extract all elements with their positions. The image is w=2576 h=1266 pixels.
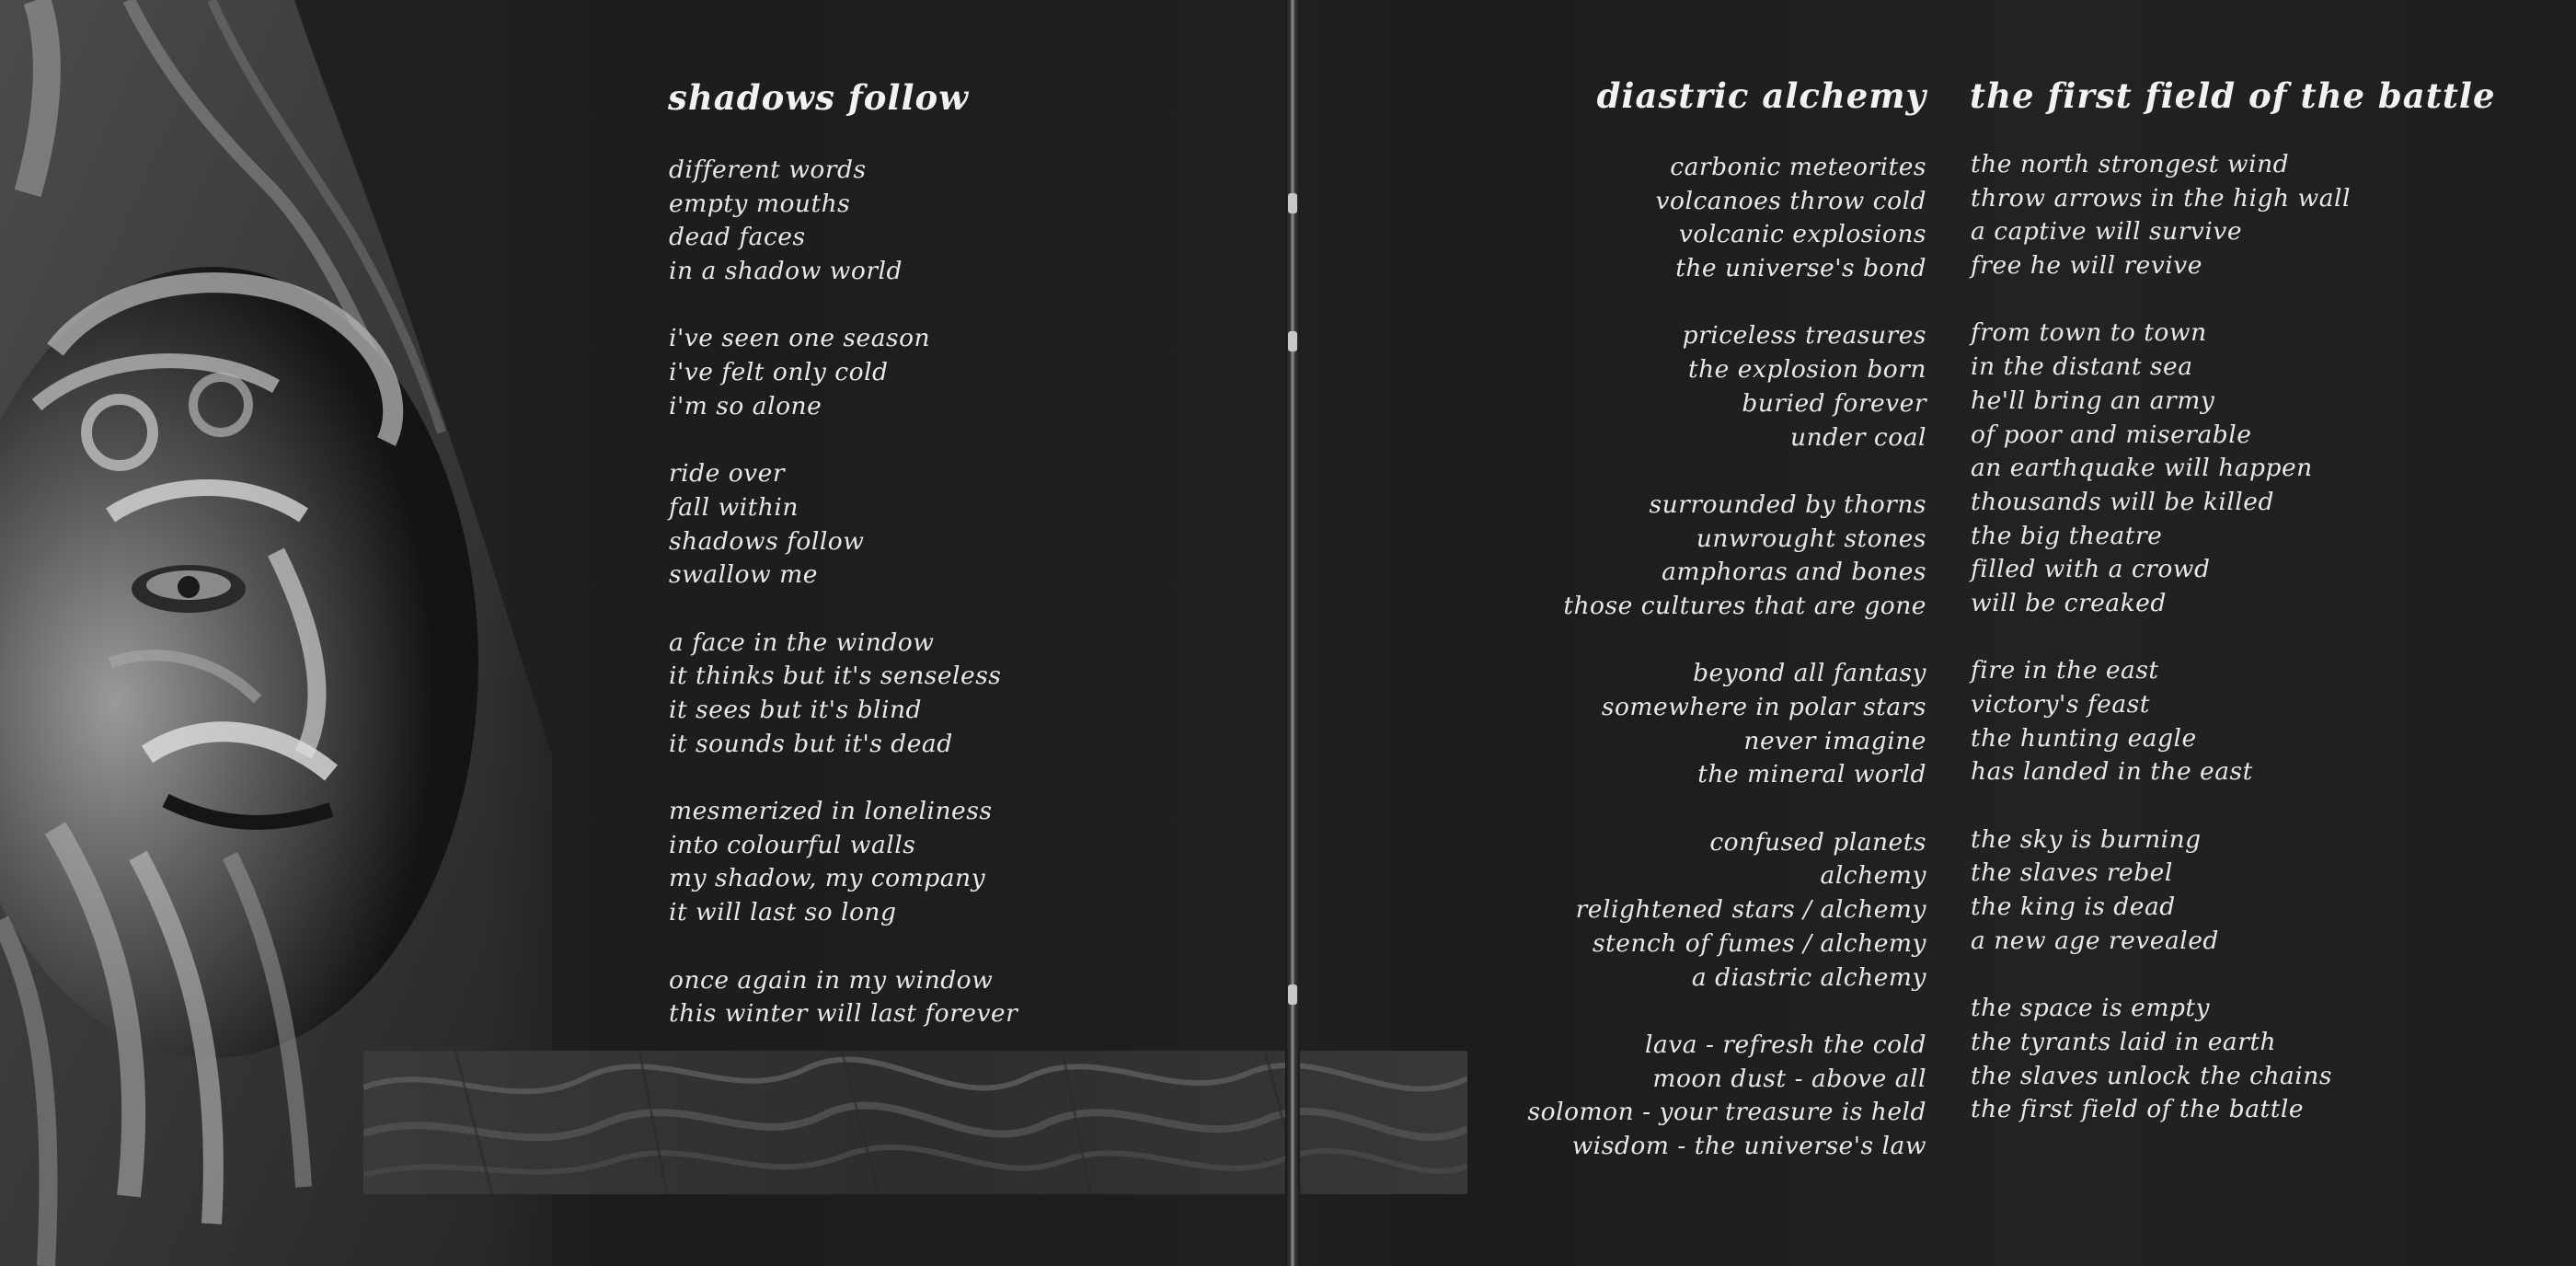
poem-line: into colourful walls — [669, 830, 916, 859]
poem-line: confused planets — [1709, 827, 1926, 857]
stanza — [669, 627, 1018, 762]
poem-title-shadows-follow: shadows follow — [668, 77, 970, 118]
poem-line: in the distant sea — [1971, 352, 2193, 382]
stanza — [669, 795, 1018, 930]
poem-line: amphoras and bones — [1662, 558, 1926, 587]
stanza — [669, 457, 1018, 593]
poem-line: volcanoes throw cold — [1655, 186, 1926, 215]
poem-line: it sees but it's blind — [669, 696, 923, 724]
poem-title-diastric-alchemy: diastric alchemy — [1596, 75, 1926, 116]
stanza — [1971, 654, 2351, 789]
stanza — [1472, 151, 1926, 286]
stanza — [1971, 148, 2351, 283]
poem-line: carbonic meteorites — [1670, 153, 1926, 181]
poem-line: filled with a crowd — [1971, 555, 2211, 584]
poem-line: ride over — [669, 459, 785, 489]
poem-line: relightened stars / alchemy — [1575, 895, 1926, 925]
poem-line: never imagine — [1743, 726, 1926, 755]
poem-line: a captive will survive — [1971, 217, 2242, 247]
poem-line: stench of fumes / alchemy — [1592, 928, 1926, 958]
poem-line: the slaves rebel — [1971, 858, 2173, 888]
poem-line: throw arrows in the high wall — [1971, 183, 2351, 213]
poem-line: the tyrants laid in earth — [1971, 1027, 2277, 1056]
poem-line: the universe's bond — [1675, 254, 1926, 283]
poem-diastric-alchemy — [1472, 151, 1926, 1164]
poem-line: i'm so alone — [669, 391, 822, 420]
poem-first-field-of-the-battle — [1971, 148, 2351, 1127]
poem-line: the first field of the battle — [1971, 1095, 2305, 1124]
poem-line: beyond all fantasy — [1693, 659, 1926, 688]
poem-line: somewhere in polar stars — [1601, 693, 1926, 721]
poem-line: buried forever — [1742, 388, 1926, 418]
poem-line: the slaves unlock the chains — [1971, 1061, 2332, 1090]
spine-staple — [1288, 193, 1297, 213]
poem-line: priceless treasures — [1682, 321, 1926, 351]
poem-line: different words — [669, 155, 867, 184]
stanza — [1472, 826, 1926, 995]
poem-line: i've felt only cold — [669, 358, 889, 387]
poem-line: alchemy — [1820, 861, 1926, 891]
poem-line: the north strongest wind — [1971, 150, 2290, 178]
poem-line: it thinks but it's senseless — [669, 662, 1002, 691]
poem-line: a new age revealed — [1971, 926, 2219, 955]
poem-line: i've seen one season — [669, 324, 931, 353]
poem-line: fire in the east — [1971, 656, 2159, 685]
stanza — [669, 154, 1018, 289]
poem-line: wisdom - the universe's law — [1571, 1131, 1926, 1160]
spine-staple — [1288, 331, 1297, 351]
booklet-spine — [1285, 0, 1300, 1266]
poem-line: the big theatre — [1971, 521, 2163, 550]
poem-line: victory's feast — [1971, 690, 2150, 719]
poem-line: moon dust - above all — [1652, 1064, 1926, 1093]
poem-line: a face in the window — [669, 627, 935, 657]
poem-line: the explosion born — [1687, 355, 1926, 385]
poem-line: has landed in the east — [1971, 757, 2253, 787]
poem-line: an earthquake will happen — [1971, 454, 2313, 483]
poem-line: surrounded by thorns — [1649, 489, 1926, 519]
poem-line: mesmerized in loneliness — [669, 797, 993, 826]
poem-line: volcanic explosions — [1678, 220, 1926, 249]
poem-line: dead faces — [669, 223, 806, 252]
stanza — [669, 322, 1018, 423]
poem-shadows-follow — [669, 154, 1018, 1031]
poem-line: will be creaked — [1971, 588, 2167, 617]
poem-line: the space is empty — [1971, 994, 2211, 1023]
poem-line: lava - refresh the cold — [1644, 1030, 1926, 1059]
poem-line: the mineral world — [1697, 760, 1926, 789]
poem-line: a diastric alchemy — [1691, 962, 1926, 992]
poem-line: the hunting eagle — [1971, 723, 2197, 753]
stanza — [1472, 319, 1926, 455]
stanza — [1971, 992, 2351, 1127]
poem-line: the king is dead — [1971, 892, 2176, 922]
poem-line: it sounds but it's dead — [669, 729, 953, 758]
stanza — [1472, 1029, 1926, 1164]
stanza — [669, 964, 1018, 1031]
poem-line: he'll bring an army — [1971, 386, 2215, 415]
stone-texture-strip — [363, 1051, 1467, 1194]
poem-line: it will last so long — [669, 898, 897, 927]
poem-line: the sky is burning — [1971, 824, 2202, 854]
poem-line: in a shadow world — [669, 257, 903, 286]
poem-line: fall within — [669, 492, 799, 522]
stanza — [1472, 489, 1926, 624]
poem-line: solomon - your treasure is held — [1527, 1098, 1926, 1127]
poem-line: empty mouths — [669, 189, 851, 218]
poem-line: once again in my window — [669, 965, 994, 995]
poem-line: my shadow, my company — [669, 864, 986, 893]
poem-line: from town to town — [1971, 318, 2207, 348]
poem-line: this winter will last forever — [669, 999, 1018, 1029]
poem-line: those cultures that are gone — [1563, 591, 1926, 620]
stanza — [1971, 316, 2351, 620]
poem-line: thousands will be killed — [1971, 487, 2274, 516]
poem-line: shadows follow — [669, 526, 865, 556]
poem-line: unwrought stones — [1696, 524, 1926, 553]
poem-line: under coal — [1790, 422, 1926, 452]
poem-line: of poor and miserable — [1971, 420, 2252, 449]
spine-staple — [1288, 984, 1297, 1005]
stanza — [1472, 657, 1926, 792]
poem-title-first-field-of-the-battle: the first field of the battle — [1970, 75, 2496, 116]
poem-line: free he will revive — [1971, 251, 2202, 281]
poem-line: swallow me — [669, 560, 818, 590]
stanza — [1971, 823, 2351, 959]
